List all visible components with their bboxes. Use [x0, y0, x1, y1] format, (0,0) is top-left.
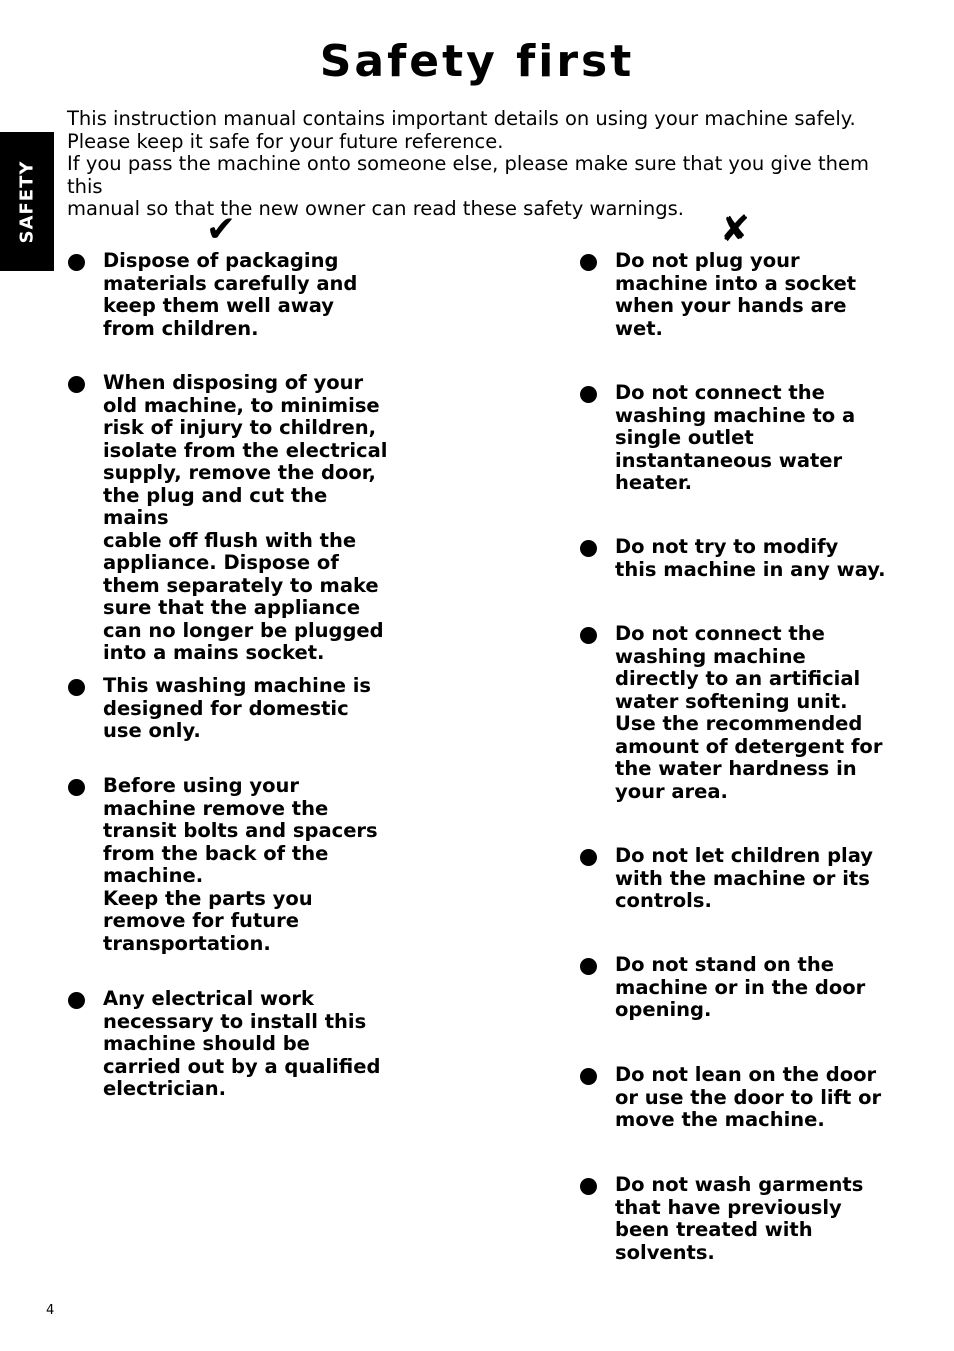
section-side-tab — [0, 132, 54, 271]
do-list-item — [66, 775, 396, 955]
do-item-text: When disposing of your old machine, to minimise risk of injury to children, isolate from the electrical supply, remove the door, the plug and cut the mains cable off flush with the appliance. Dispose of them separately to make sure that the appliance can no longer be plugged into a mains socket. — [103, 371, 388, 664]
do-item-text: Before using your machine remove the transit bolts and spacers from the back of the machine. Keep the parts you remove for future transportation. — [103, 774, 378, 955]
dont-list-item — [578, 623, 908, 803]
bullet-icon — [580, 958, 597, 975]
bullet-icon — [68, 779, 85, 796]
do-item-text: Dispose of packaging materials carefully and keep them well away from children. — [103, 249, 358, 340]
bullet-icon — [580, 254, 597, 271]
dont-item-text: Do not try to modify this machine in any way. — [615, 535, 886, 581]
bullet-icon — [580, 1068, 597, 1085]
intro-line: If you pass the machine onto someone else, please make sure that you give them this — [67, 152, 869, 198]
intro-paragraph — [67, 108, 897, 221]
do-list-item — [66, 988, 396, 1101]
dont-item-text: Do not connect the washing machine to a single outlet instantaneous water heater. — [615, 381, 856, 494]
intro-line: manual so that the new owner can read these safety warnings. — [67, 197, 684, 221]
dont-list-item — [578, 845, 908, 913]
page-number: 4 — [46, 1303, 55, 1318]
intro-line: Please keep it safe for your future reference. — [67, 129, 504, 153]
dont-list-item — [578, 250, 908, 340]
section-side-tab-label: SAFETY — [16, 160, 38, 243]
cross-mark-icon: ✘ — [719, 209, 751, 250]
do-item-text: This washing machine is designed for domestic use only. — [103, 674, 372, 742]
dont-list-item — [578, 954, 908, 1022]
dont-item-text: Do not stand on the machine or in the door opening. — [615, 953, 866, 1021]
check-mark-icon: ✔ — [205, 209, 237, 250]
dont-item-text: Do not wash garments that have previously been treated with solvents. — [615, 1173, 864, 1264]
do-list-item — [66, 675, 396, 743]
bullet-icon — [580, 540, 597, 557]
bullet-icon — [68, 992, 85, 1009]
bullet-icon — [68, 376, 85, 393]
bullet-icon — [580, 627, 597, 644]
bullet-icon — [580, 849, 597, 866]
bullet-icon — [580, 1178, 597, 1195]
dont-item-text: Do not lean on the door or use the door to lift or move the machine. — [615, 1063, 882, 1131]
bullet-icon — [68, 679, 85, 696]
do-list-item — [66, 372, 396, 665]
dont-item-text: Do not plug your machine into a socket when your hands are wet. — [615, 249, 857, 340]
dont-list-item — [578, 536, 908, 581]
do-list-item — [66, 250, 396, 340]
bullet-icon — [580, 386, 597, 403]
bullet-icon — [68, 254, 85, 271]
do-item-text: Any electrical work necessary to install this machine should be carried out by a qualified electrician. — [103, 987, 381, 1100]
page-title: Safety first — [319, 36, 635, 87]
dont-list-item — [578, 382, 908, 495]
dont-item-text: Do not connect the washing machine directly to an artificial water softening unit. Use the recommended amount of detergent for the water hardness in your area. — [615, 622, 883, 803]
dont-item-text: Do not let children play with the machine or its controls. — [615, 844, 873, 912]
dont-list-item — [578, 1064, 908, 1132]
dont-list-item — [578, 1174, 908, 1264]
intro-line: This instruction manual contains important details on using your machine safely. — [67, 107, 856, 130]
